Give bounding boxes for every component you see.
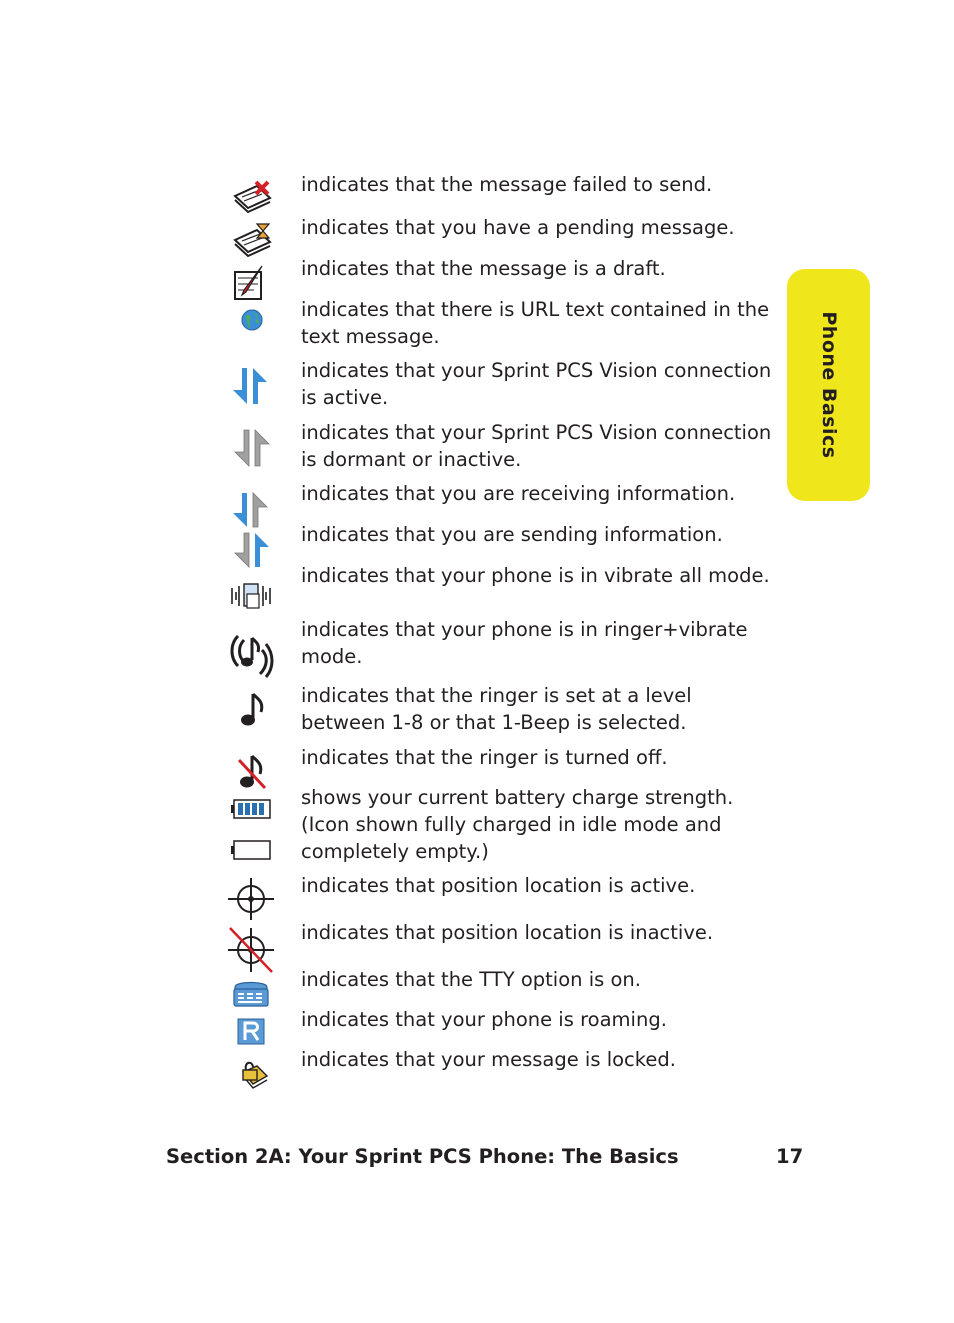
- footer-section-title: Section 2A: Your Sprint PCS Phone: The Basics: [166, 1145, 679, 1168]
- description: indicates that you are receiving information.: [301, 482, 736, 505]
- description: indicates that you are sending information.: [301, 523, 723, 546]
- description: indicates that your message is locked.: [301, 1048, 676, 1071]
- description: indicates that your phone is roaming.: [301, 1008, 667, 1031]
- description: indicates that your phone is in vibrate all mode.: [301, 564, 770, 587]
- message-failed-icon: [232, 180, 274, 214]
- sending-data-icon: [232, 530, 272, 570]
- description: indicates that the ringer is set at a level between 1-8 or that 1-Beep is selected.: [301, 684, 692, 734]
- side-tab: [787, 269, 870, 501]
- url-globe-icon: [240, 308, 264, 332]
- description: indicates that your Sprint PCS Vision connection is dormant or inactive.: [301, 421, 772, 471]
- battery-icon: [230, 798, 272, 862]
- description: indicates that the ringer is turned off.: [301, 746, 668, 769]
- description: indicates that your phone is in ringer+vibrate mode.: [301, 618, 748, 668]
- receiving-data-icon: [230, 490, 270, 530]
- message-draft-icon: [232, 264, 268, 302]
- tty-icon: [232, 978, 270, 1008]
- description: indicates that your Sprint PCS Vision connection is active.: [301, 359, 772, 409]
- message-pending-icon: [232, 222, 274, 258]
- ringer-vibrate-icon: [228, 630, 274, 678]
- description: indicates that the TTY option is on.: [301, 968, 641, 991]
- roaming-icon: [237, 1018, 265, 1045]
- side-tab-label: Phone Basics: [817, 311, 840, 459]
- description: indicates that you have a pending message.: [301, 216, 735, 239]
- description: indicates that the message failed to send.: [301, 173, 713, 196]
- description: indicates that there is URL text contained in the text message.: [301, 298, 770, 348]
- description: indicates that the message is a draft.: [301, 257, 666, 280]
- message-locked-icon: [238, 1058, 270, 1090]
- location-inactive-icon: [226, 926, 276, 974]
- ringer-off-icon: [236, 754, 268, 790]
- vibrate-all-icon: [228, 582, 274, 610]
- description: shows your current battery charge strength. (Icon shown fully charged in idle mode and completely empty.): [301, 786, 734, 863]
- page-number: 17: [776, 1145, 804, 1168]
- location-active-icon: [226, 878, 276, 920]
- description: indicates that position location is inactive.: [301, 921, 714, 944]
- vision-dormant-icon: [232, 426, 272, 470]
- ringer-on-icon: [238, 692, 268, 728]
- vision-active-icon: [230, 364, 270, 408]
- description: indicates that position location is active.: [301, 874, 696, 897]
